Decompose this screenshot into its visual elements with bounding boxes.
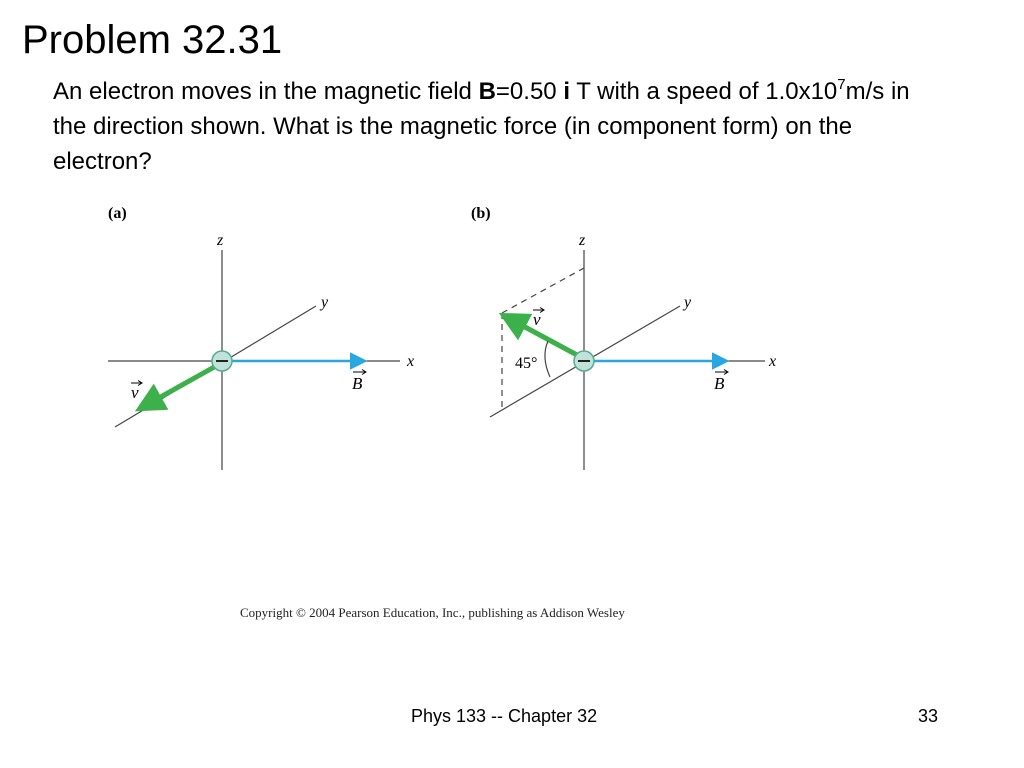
panel-b-label: (b) (471, 205, 491, 222)
speed-exponent: 7 (837, 76, 846, 93)
panel-b (471, 205, 776, 470)
slide-title: Problem 32.31 (22, 18, 283, 62)
field-symbol: B (478, 78, 496, 105)
unit-vector-i: i (563, 78, 570, 105)
page-number: 33 (917, 706, 938, 726)
panel-a-v-vector (148, 366, 216, 404)
problem-text-1: An electron moves in the magnetic field (53, 78, 479, 105)
panel-a-x-label: x (407, 353, 415, 370)
problem-text-2: =0.50 (495, 78, 564, 105)
panel-b-dashed-top (502, 268, 584, 313)
panel-b-angle-label: 45° (515, 355, 538, 372)
panel-b-z-label: z (579, 232, 586, 249)
problem-statement (53, 74, 933, 179)
vector-diagram (0, 190, 1024, 490)
problem-text-4: m/s in the direction shown. What is the magnetic force (in component form) on the electron? (53, 78, 910, 175)
panel-b-v-vector (512, 320, 577, 355)
panel-b-x-label: x (769, 353, 777, 370)
panel-a-y-label: y (321, 294, 329, 311)
panel-b-angle-arc (545, 341, 550, 377)
panel-a-z-label: z (217, 232, 224, 249)
copyright-notice: Copyright © 2004 Pearson Education, Inc., publishing as Addison Wesley (240, 605, 625, 620)
panel-a-b-label: B (352, 374, 363, 393)
panel-b-b-label: B (714, 374, 725, 393)
footer-course: Phys 133 -- Chapter 32 (411, 706, 598, 726)
problem-text-3: T with a speed of 1.0x10 (569, 78, 838, 105)
panel-a-v-label: v (131, 383, 139, 402)
panel-b-v-label: v (533, 310, 541, 329)
panel-a-label: (a) (108, 205, 127, 222)
panel-a (108, 205, 414, 470)
panel-b-y-label: y (684, 294, 692, 311)
